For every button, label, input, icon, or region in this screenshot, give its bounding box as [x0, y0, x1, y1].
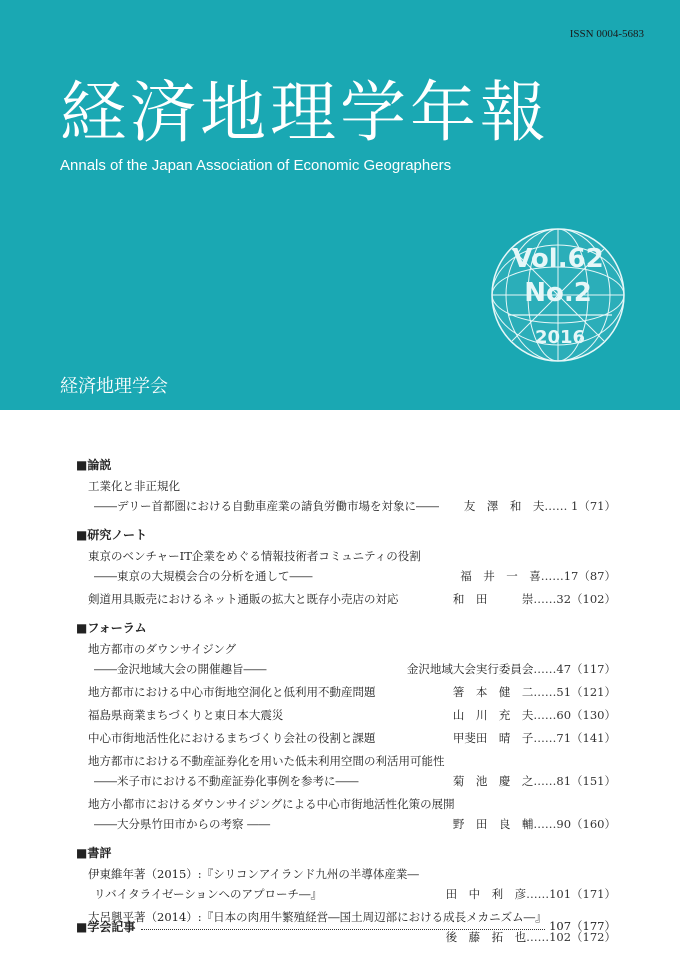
entry-author: 友 澤 和 夫 [463, 499, 545, 513]
section-heading: ■ 書評 [76, 844, 616, 861]
society-news-heading: ■ 学会記事 [76, 918, 135, 935]
toc-entry [88, 864, 616, 904]
entry-author: 金沢地域大会実行委員会 [406, 662, 534, 676]
entry-title-text: 地方都市における不動産証券化を用いた低未利用空間の利活用可能性 [88, 754, 445, 768]
entry-title [88, 546, 616, 566]
entry-detail-row [88, 566, 616, 586]
toc-entry [88, 476, 616, 516]
toc-entry [88, 682, 616, 702]
entry-subtitle: ――東京の大規模会合の分析を通して―― [94, 569, 313, 583]
entry-author: 甲斐田 晴 子 [452, 731, 534, 745]
toc-entry [88, 546, 616, 586]
entry-detail-row [88, 659, 616, 679]
leader-dots [141, 918, 545, 930]
entry-detail-row [88, 682, 616, 702]
entry-page: ……81（151） [533, 774, 616, 788]
entry-subtitle: ――金沢地域大会の開催趣旨―― [94, 662, 267, 676]
entry-title [88, 794, 616, 814]
volume-label: Vol.62 [512, 244, 604, 274]
entry-author: 野 田 良 輔 [452, 817, 534, 831]
entry-title [88, 751, 616, 771]
entry-title [88, 476, 616, 496]
entry-author: 後 藤 拓 也 [445, 930, 527, 944]
toc-entry [88, 705, 616, 725]
entry-page: ……17（87） [540, 569, 616, 583]
entry-title-text: 地方小都市におけるダウンサイジングによる中心市街地活性化策の展開 [88, 797, 455, 811]
entry-detail-row [88, 496, 616, 516]
entry-page: ……47（117） [533, 662, 616, 676]
entry-author: 山 川 充 夫 [452, 708, 534, 722]
entry-page: ……60（130） [533, 708, 616, 722]
toc-entry [88, 728, 616, 748]
entry-detail-row [88, 814, 616, 834]
entry-page: ……51（121） [533, 685, 616, 699]
entry-title-text: 地方都市のダウンサイジング [88, 642, 237, 656]
journal-subtitle: Annals of the Japan Association of Economic Geographers [60, 157, 452, 174]
entry-page: ……32（102） [533, 592, 616, 606]
volume-globe [488, 225, 628, 365]
entry-page: ……90（160） [533, 817, 616, 831]
number-label: No.2 [524, 278, 592, 308]
toc-entry [88, 589, 616, 609]
entry-title-text: 中心市街地活性化におけるまちづくり会社の役割と課題 [88, 731, 376, 745]
section-heading: ■ 研究ノート [76, 526, 616, 543]
entry-page: ……71（141） [533, 731, 616, 745]
journal-title: 経済地理学年報 [60, 74, 550, 151]
entry-title-text: 地方都市における中心市街地空洞化と低利用不動産問題 [88, 685, 376, 699]
entry-subtitle: ――米子市における不動産証券化事例を参考に―― [94, 774, 359, 788]
entry-page: …… 1（71） [544, 499, 616, 513]
entry-title-text: 伊東維年著（2015）:『シリコンアイランド九州の半導体産業― [88, 867, 419, 881]
society-news-row [76, 918, 616, 935]
issn: ISSN 0004-5683 [569, 28, 644, 40]
entry-title-text: 工業化と非正規化 [88, 479, 180, 493]
entry-title-text: 東京のベンチャーIT企業をめぐる情報技術者コミュニティの役割 [88, 549, 421, 563]
entry-author: 田 中 利 彦 [445, 887, 527, 901]
section-heading: ■ フォーラム [76, 619, 616, 636]
society-name: 経済地理学会 [60, 376, 168, 397]
toc-entry [88, 639, 616, 679]
entry-detail-row [88, 728, 616, 748]
toc-entry [88, 751, 616, 791]
entry-title [88, 639, 616, 659]
entry-detail-row [88, 705, 616, 725]
entry-detail-row [88, 589, 616, 609]
entry-subtitle: ――大分県竹田市からの考察 ―― [94, 817, 271, 831]
year-label: 2016 [534, 327, 586, 348]
entry-title [88, 864, 616, 884]
entry-title-text: 大呂興平著（2014）:『日本の肉用牛繁殖経営―国土周辺部における成長メカニズム―』 [88, 910, 547, 924]
entry-author: 菊 池 慶 之 [452, 774, 534, 788]
entry-subtitle: リバイタライゼーションへのアプローチ―』 [94, 887, 323, 901]
society-news-page: 107（177） [549, 919, 616, 933]
entry-title-text: 剣道用具販売におけるネット通販の拡大と既存小売店の対応 [88, 592, 399, 606]
entry-title-text: 福島県商業まちづくりと東日本大震災 [88, 708, 284, 722]
entry-page: ……102（172） [526, 930, 616, 944]
entry-subtitle: ――デリー首都圏における自動車産業の請負労働市場を対象に―― [94, 499, 439, 513]
entry-author: 福 井 一 喜 [460, 569, 541, 583]
entry-author: 箸 本 健 二 [452, 685, 534, 699]
entry-detail-row [88, 884, 616, 904]
section-heading: ■ 論説 [76, 456, 616, 473]
toc-entry [88, 794, 616, 834]
table-of-contents [76, 456, 616, 947]
entry-page: ……101（171） [526, 887, 616, 901]
entry-detail-row [88, 771, 616, 791]
entry-author: 和 田 崇 [452, 592, 534, 606]
